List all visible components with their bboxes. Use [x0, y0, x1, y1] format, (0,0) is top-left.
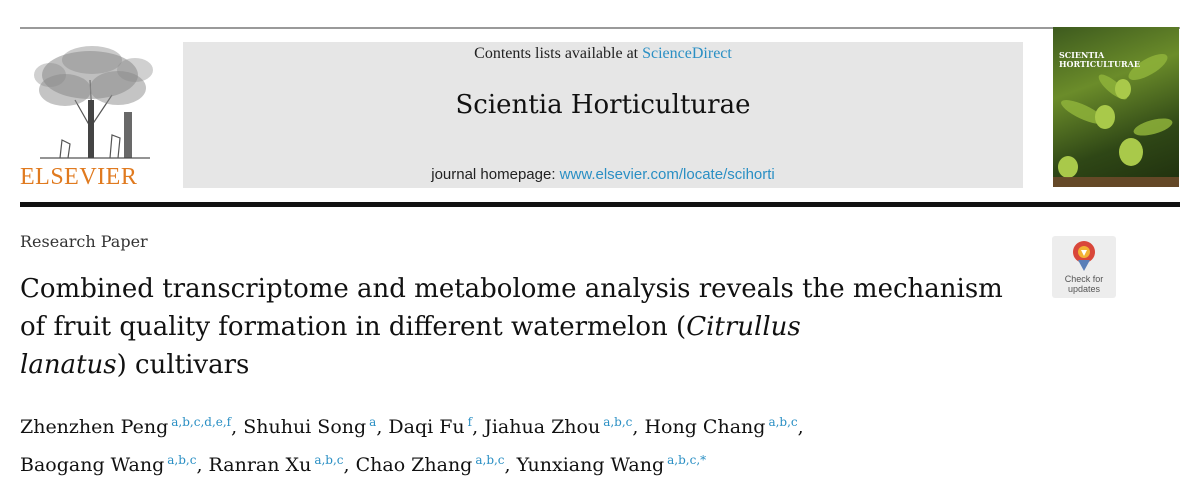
- author-affiliation[interactable]: a: [369, 415, 377, 429]
- homepage-line: [183, 166, 1023, 183]
- author-name[interactable]: Yunxiang Wang: [516, 454, 665, 476]
- title-species-epithet: lanatus: [20, 350, 117, 380]
- check-for-updates-label: [1052, 274, 1116, 294]
- journal-homepage-link[interactable]: www.elsevier.com/locate/scihorti: [559, 166, 775, 183]
- contents-line: [183, 45, 1023, 63]
- author-name[interactable]: Hong Chang: [644, 416, 766, 438]
- title-line-2-text: of fruit quality formation in different watermelon (: [20, 312, 687, 342]
- author-name[interactable]: Ranran Xu: [208, 454, 312, 476]
- check-label-line2: updates: [1067, 284, 1101, 294]
- author-name[interactable]: Jiahua Zhou: [484, 416, 601, 438]
- article-type: Research Paper: [20, 232, 148, 251]
- author-list: [20, 406, 1120, 482]
- author-line-2: Baogang Wang $^{a,b,c}$, Ranran Xu $^{a,b,c}$, Chao Zhang $^{a,b,c}$, Yunxiang Wang $^{a,b,c,*}$: [20, 453, 707, 476]
- homepage-prefix: journal homepage:: [431, 166, 560, 183]
- check-label-line1: Check for: [1064, 274, 1104, 284]
- title-line-2: [20, 308, 1030, 346]
- check-for-updates-icon: [1072, 240, 1096, 272]
- article-title: [20, 270, 1030, 384]
- elsevier-tree-logo-icon: [20, 40, 162, 162]
- publisher-name: ELSEVIER: [20, 164, 138, 190]
- author-affiliation[interactable]: a,b,c: [314, 453, 344, 467]
- title-species-genus: Citrullus: [686, 312, 801, 342]
- author-line-1: Zhenzhen Peng $^{a,b,c,d,e,f}$, Shuhui Song $^a$, Daqi Fu $^f$, Jiahua Zhou $^{a,b,c}$, Hong Chang $^{a,b,c}$,: [20, 415, 804, 438]
- cover-title: [1059, 51, 1140, 69]
- cover-title-line1: SCIENTIA: [1059, 50, 1105, 60]
- journal-title[interactable]: Scientia Horticulturae: [455, 90, 751, 120]
- cover-title-line2: HORTICULTURAE: [1059, 59, 1140, 69]
- journal-masthead: [183, 42, 1023, 188]
- header-divider: [20, 202, 1180, 207]
- elsevier-logo[interactable]: [20, 40, 162, 190]
- check-for-updates-button[interactable]: [1052, 236, 1116, 298]
- title-line-3-text: ) cultivars: [116, 350, 250, 380]
- author-name[interactable]: Shuhui Song: [243, 416, 367, 438]
- author-name[interactable]: Chao Zhang: [355, 454, 473, 476]
- sciencedirect-link[interactable]: ScienceDirect: [642, 45, 732, 62]
- author-affiliation[interactable]: f: [467, 415, 473, 429]
- top-rule: [20, 27, 1180, 29]
- author-name[interactable]: Daqi Fu: [388, 416, 465, 438]
- author-affiliation[interactable]: a,b,c,d,e,f: [171, 415, 232, 429]
- author-affiliation[interactable]: a,b,c: [167, 453, 197, 467]
- title-line-3: [20, 346, 1030, 384]
- author-name[interactable]: Baogang Wang: [20, 454, 165, 476]
- author-affiliation[interactable]: a,b,c: [768, 415, 798, 429]
- author-affiliation[interactable]: a,b,c,*: [667, 453, 707, 467]
- author-name[interactable]: Zhenzhen Peng: [20, 416, 169, 438]
- title-line-1: Combined transcriptome and metabolome analysis reveals the mechanism: [20, 274, 1003, 304]
- author-affiliation[interactable]: a,b,c: [475, 453, 505, 467]
- contents-prefix: Contents lists available at: [474, 45, 643, 62]
- author-affiliation[interactable]: a,b,c: [603, 415, 633, 429]
- journal-cover-image[interactable]: [1053, 27, 1179, 187]
